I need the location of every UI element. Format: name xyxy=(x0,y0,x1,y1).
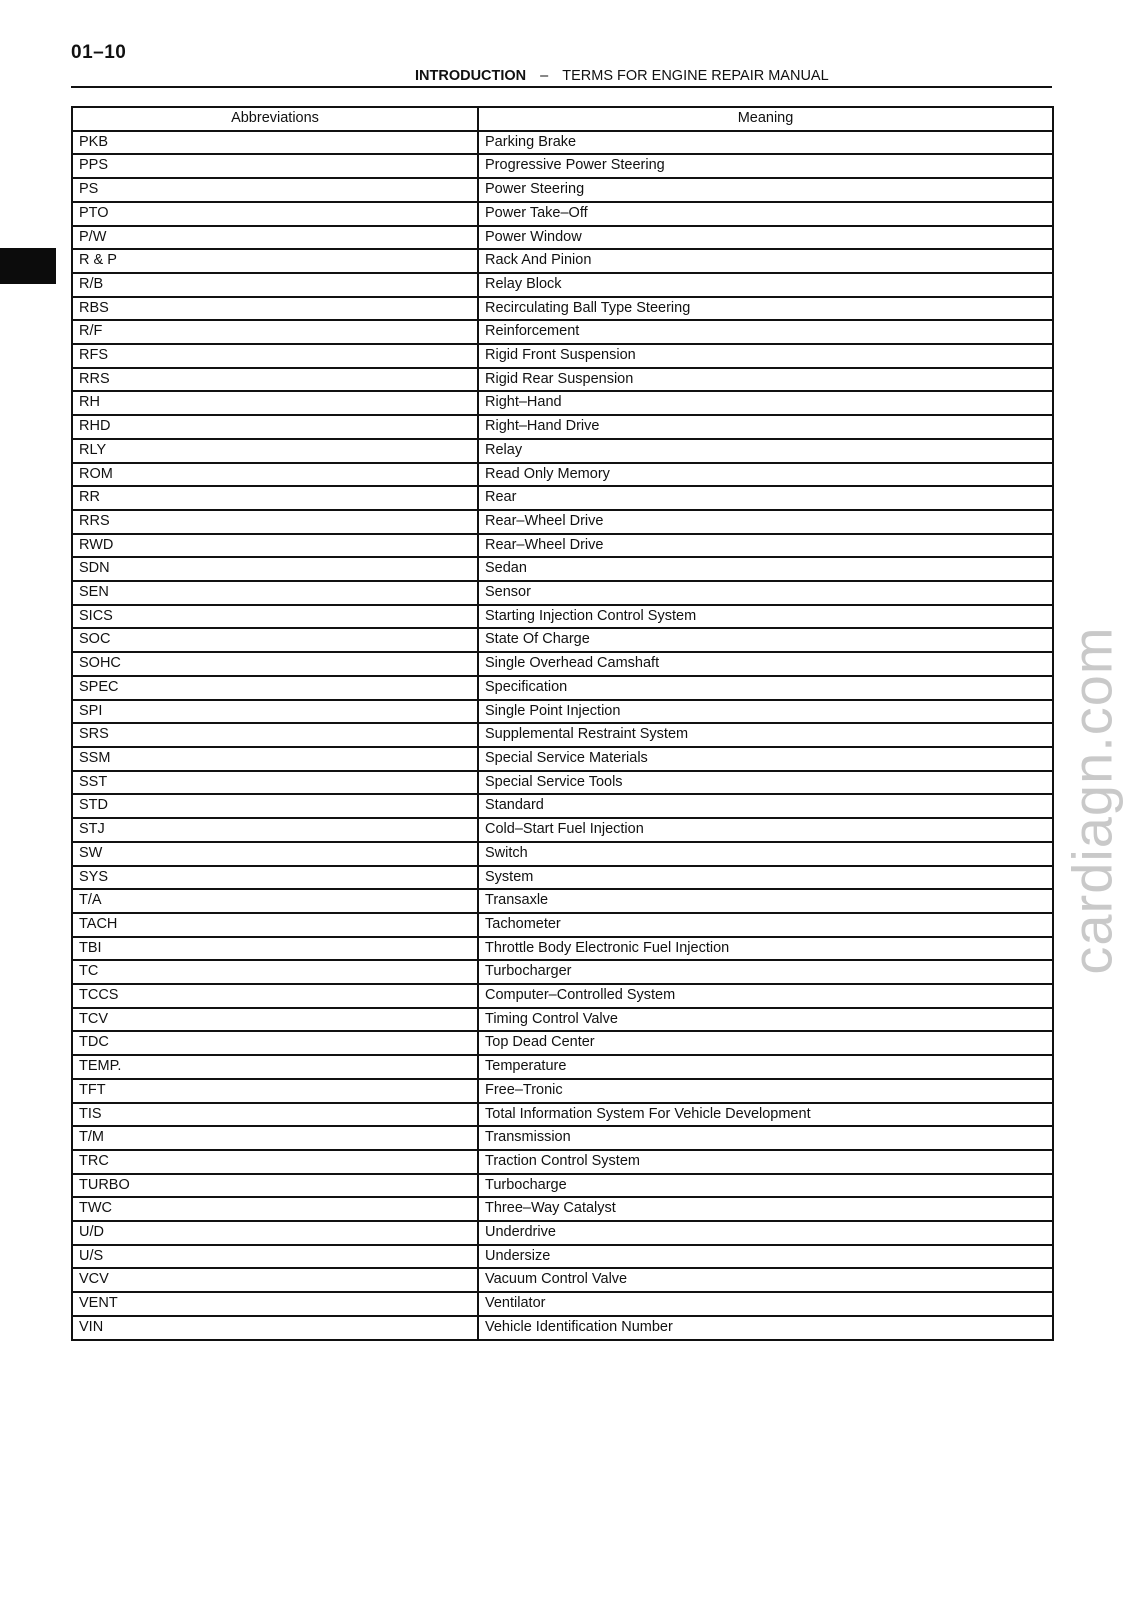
meaning-cell: Computer–Controlled System xyxy=(478,984,1053,1008)
abbreviation-cell: TWC xyxy=(72,1197,478,1221)
table-row xyxy=(72,842,1053,866)
meaning-cell: Single Point Injection xyxy=(478,700,1053,724)
abbreviation-cell: TCV xyxy=(72,1008,478,1032)
meaning-cell: Reinforcement xyxy=(478,320,1053,344)
column-header-abbreviations: Abbreviations xyxy=(72,107,478,131)
abbreviation-cell: VENT xyxy=(72,1292,478,1316)
meaning-cell: Turbocharge xyxy=(478,1174,1053,1198)
table-row xyxy=(72,794,1053,818)
abbreviations-table xyxy=(71,106,1054,1341)
meaning-cell: Cold–Start Fuel Injection xyxy=(478,818,1053,842)
table-row xyxy=(72,1031,1053,1055)
meaning-cell: Starting Injection Control System xyxy=(478,605,1053,629)
table-row xyxy=(72,297,1053,321)
abbreviation-cell: SPI xyxy=(72,700,478,724)
abbreviation-cell: TFT xyxy=(72,1079,478,1103)
abbreviation-cell: SRS xyxy=(72,723,478,747)
meaning-cell: Tachometer xyxy=(478,913,1053,937)
table-row xyxy=(72,1221,1053,1245)
table-row xyxy=(72,1008,1053,1032)
table-row xyxy=(72,391,1053,415)
table-row xyxy=(72,1055,1053,1079)
meaning-cell: Three–Way Catalyst xyxy=(478,1197,1053,1221)
abbreviation-cell: SW xyxy=(72,842,478,866)
abbreviation-cell: TRC xyxy=(72,1150,478,1174)
meaning-cell: Sedan xyxy=(478,557,1053,581)
meaning-cell: Rear–Wheel Drive xyxy=(478,510,1053,534)
abbreviation-cell: U/D xyxy=(72,1221,478,1245)
abbreviation-cell: VCV xyxy=(72,1268,478,1292)
abbreviation-cell: R/F xyxy=(72,320,478,344)
abbreviation-cell: RLY xyxy=(72,439,478,463)
table-row xyxy=(72,1079,1053,1103)
meaning-cell: Sensor xyxy=(478,581,1053,605)
abbreviation-cell: T/A xyxy=(72,889,478,913)
abbreviation-cell: SOC xyxy=(72,628,478,652)
table-row xyxy=(72,1268,1053,1292)
abbreviation-cell: VIN xyxy=(72,1316,478,1340)
meaning-cell: Free–Tronic xyxy=(478,1079,1053,1103)
abbreviation-cell: SICS xyxy=(72,605,478,629)
table-row xyxy=(72,771,1053,795)
meaning-cell: Turbocharger xyxy=(478,960,1053,984)
table-row xyxy=(72,273,1053,297)
table-row xyxy=(72,652,1053,676)
meaning-cell: Special Service Tools xyxy=(478,771,1053,795)
meaning-cell: Undersize xyxy=(478,1245,1053,1269)
table-row xyxy=(72,628,1053,652)
table-row xyxy=(72,320,1053,344)
meaning-cell: Relay xyxy=(478,439,1053,463)
meaning-cell: Special Service Materials xyxy=(478,747,1053,771)
abbreviation-cell: RH xyxy=(72,391,478,415)
meaning-cell: Rigid Rear Suspension xyxy=(478,368,1053,392)
abbreviation-cell: R & P xyxy=(72,249,478,273)
table-row xyxy=(72,1174,1053,1198)
watermark xyxy=(1062,600,1122,1000)
meaning-cell: Vehicle Identification Number xyxy=(478,1316,1053,1340)
page-number: 01–10 xyxy=(71,42,127,63)
abbreviation-cell: TDC xyxy=(72,1031,478,1055)
abbreviation-cell: RWD xyxy=(72,534,478,558)
abbreviation-cell: ROM xyxy=(72,463,478,487)
meaning-cell: State Of Charge xyxy=(478,628,1053,652)
table-row xyxy=(72,723,1053,747)
abbreviation-cell: PPS xyxy=(72,154,478,178)
abbreviation-cell: SYS xyxy=(72,866,478,890)
header-section-title: INTRODUCTION xyxy=(415,68,527,84)
abbreviation-cell: T/M xyxy=(72,1126,478,1150)
abbreviation-cell: R/B xyxy=(72,273,478,297)
table-row xyxy=(72,439,1053,463)
table-row xyxy=(72,913,1053,937)
meaning-cell: Traction Control System xyxy=(478,1150,1053,1174)
table-row xyxy=(72,178,1053,202)
abbreviation-cell: PTO xyxy=(72,202,478,226)
abbreviation-cell: PS xyxy=(72,178,478,202)
meaning-cell: Supplemental Restraint System xyxy=(478,723,1053,747)
table-row xyxy=(72,131,1053,155)
table-row xyxy=(72,605,1053,629)
meaning-cell: Transmission xyxy=(478,1126,1053,1150)
table-row xyxy=(72,889,1053,913)
table-row xyxy=(72,818,1053,842)
header-subtitle: TERMS FOR ENGINE REPAIR MANUAL xyxy=(562,68,829,84)
header-rule xyxy=(71,86,1052,88)
meaning-cell: Total Information System For Vehicle Development xyxy=(478,1103,1053,1127)
table-row xyxy=(72,747,1053,771)
meaning-cell: Power Window xyxy=(478,226,1053,250)
meaning-cell: Timing Control Valve xyxy=(478,1008,1053,1032)
table-row xyxy=(72,249,1053,273)
table-row xyxy=(72,1292,1053,1316)
abbreviation-cell: STD xyxy=(72,794,478,818)
table-row xyxy=(72,1245,1053,1269)
abbreviation-cell: SDN xyxy=(72,557,478,581)
abbreviation-cell: SST xyxy=(72,771,478,795)
abbreviation-cell: TIS xyxy=(72,1103,478,1127)
meaning-cell: System xyxy=(478,866,1053,890)
table-row xyxy=(72,202,1053,226)
meaning-cell: Rear xyxy=(478,486,1053,510)
abbreviation-cell: RFS xyxy=(72,344,478,368)
abbreviation-cell: TC xyxy=(72,960,478,984)
running-header xyxy=(415,68,829,84)
table-row xyxy=(72,937,1053,961)
table-row xyxy=(72,866,1053,890)
table-row xyxy=(72,154,1053,178)
table-row xyxy=(72,1126,1053,1150)
abbreviation-cell: TACH xyxy=(72,913,478,937)
abbreviation-cell: RR xyxy=(72,486,478,510)
abbreviation-cell: STJ xyxy=(72,818,478,842)
meaning-cell: Read Only Memory xyxy=(478,463,1053,487)
table-row xyxy=(72,1150,1053,1174)
meaning-cell: Right–Hand xyxy=(478,391,1053,415)
meaning-cell: Standard xyxy=(478,794,1053,818)
abbreviation-cell: RRS xyxy=(72,510,478,534)
meaning-cell: Right–Hand Drive xyxy=(478,415,1053,439)
meaning-cell: Power Steering xyxy=(478,178,1053,202)
table-row xyxy=(72,463,1053,487)
meaning-cell: Switch xyxy=(478,842,1053,866)
table-row xyxy=(72,226,1053,250)
table-row xyxy=(72,415,1053,439)
abbreviation-cell: TCCS xyxy=(72,984,478,1008)
table-row xyxy=(72,557,1053,581)
abbreviation-cell: TURBO xyxy=(72,1174,478,1198)
abbreviation-cell: U/S xyxy=(72,1245,478,1269)
meaning-cell: Ventilator xyxy=(478,1292,1053,1316)
meaning-cell: Relay Block xyxy=(478,273,1053,297)
abbreviation-cell: SOHC xyxy=(72,652,478,676)
abbreviation-cell: TEMP. xyxy=(72,1055,478,1079)
meaning-cell: Recirculating Ball Type Steering xyxy=(478,297,1053,321)
meaning-cell: Rack And Pinion xyxy=(478,249,1053,273)
abbreviation-cell: SPEC xyxy=(72,676,478,700)
table-row xyxy=(72,368,1053,392)
section-tab-marker xyxy=(0,248,56,284)
meaning-cell: Temperature xyxy=(478,1055,1053,1079)
table-row xyxy=(72,344,1053,368)
table-row xyxy=(72,581,1053,605)
table-header-row xyxy=(72,107,1053,131)
meaning-cell: Vacuum Control Valve xyxy=(478,1268,1053,1292)
meaning-cell: Power Take–Off xyxy=(478,202,1053,226)
abbreviation-cell: SEN xyxy=(72,581,478,605)
meaning-cell: Single Overhead Camshaft xyxy=(478,652,1053,676)
abbreviation-cell: RBS xyxy=(72,297,478,321)
table-row xyxy=(72,1316,1053,1340)
watermark-text: cardiagn.com xyxy=(1060,625,1124,975)
table-row xyxy=(72,534,1053,558)
abbreviation-cell: PKB xyxy=(72,131,478,155)
meaning-cell: Parking Brake xyxy=(478,131,1053,155)
meaning-cell: Specification xyxy=(478,676,1053,700)
table-row xyxy=(72,1197,1053,1221)
meaning-cell: Throttle Body Electronic Fuel Injection xyxy=(478,937,1053,961)
meaning-cell: Rigid Front Suspension xyxy=(478,344,1053,368)
table-row xyxy=(72,1103,1053,1127)
table-row xyxy=(72,960,1053,984)
table-row xyxy=(72,510,1053,534)
abbreviation-cell: RHD xyxy=(72,415,478,439)
header-separator: – xyxy=(540,68,549,84)
table-row xyxy=(72,700,1053,724)
table-body xyxy=(72,131,1053,1340)
meaning-cell: Top Dead Center xyxy=(478,1031,1053,1055)
meaning-cell: Progressive Power Steering xyxy=(478,154,1053,178)
abbreviation-cell: TBI xyxy=(72,937,478,961)
column-header-meaning: Meaning xyxy=(478,107,1053,131)
meaning-cell: Rear–Wheel Drive xyxy=(478,534,1053,558)
meaning-cell: Transaxle xyxy=(478,889,1053,913)
table-row xyxy=(72,984,1053,1008)
abbreviation-cell: RRS xyxy=(72,368,478,392)
table-row xyxy=(72,676,1053,700)
abbreviation-cell: SSM xyxy=(72,747,478,771)
meaning-cell: Underdrive xyxy=(478,1221,1053,1245)
abbreviation-cell: P/W xyxy=(72,226,478,250)
table-row xyxy=(72,486,1053,510)
